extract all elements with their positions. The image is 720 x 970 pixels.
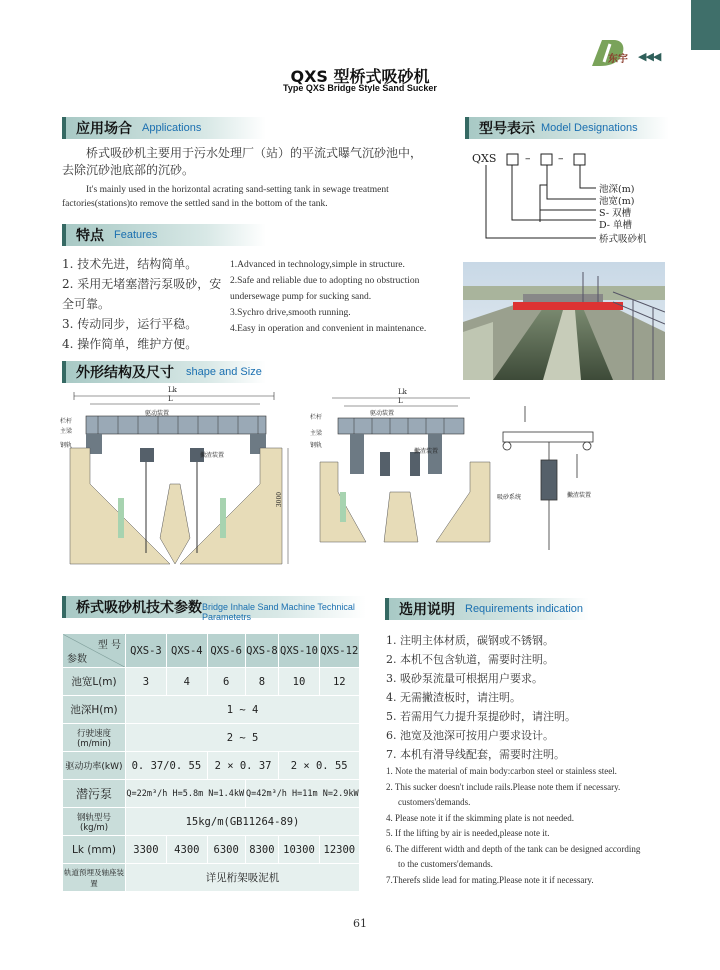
corner-tab [691,0,720,50]
requirement-item-cn: 7. 本机有滑导线配套，需要时注明。 [386,748,565,761]
spec-cell: Q=22m³/h H=5.8m N=1.4kW [126,780,246,808]
model-label-double: S- 双槽 [599,208,632,219]
spec-cell: 详见桁架吸泥机 [126,864,360,892]
product-photo [463,262,665,380]
spec-row-label: 池深H(m) [63,696,126,724]
spec-model: QXS-8 [245,634,279,668]
requirement-item-en: 4. Please note it if the skimming plate is not needed. [386,812,574,823]
features-header [62,224,266,246]
feature-item-cn: 4. 操作简单，维护方便。 [62,337,198,351]
requirement-item-cn: 5. 若需用气力提升泵提砂时，请注明。 [386,710,576,723]
label-rail-2: 钢轨 [310,442,323,449]
model-label-width: 池宽(m) [599,196,635,207]
requirement-item-cn: 1. 注明主体材质，碳钢或不锈钢。 [386,634,554,647]
spec-title-cn: 桥式吸砂机技术参数 [76,600,202,616]
features-title-cn: 特点 [76,228,104,244]
applications-title-cn: 应用场合 [76,121,132,137]
spec-cell: 2 ~ 5 [126,724,360,752]
spec-row-label: 钢轨型号(kg/m) [63,808,126,836]
features-title-en: Features [114,229,158,241]
feature-item-en: 1.Advanced in technology,simple in structure. [230,260,405,270]
requirements-list-en [386,764,676,888]
page-title: QXS 型桥式吸砂机 [290,67,430,86]
model-box-2 [541,154,552,165]
requirements-header [385,598,589,620]
features-list-en [230,257,430,337]
label-lk-2: Lk [398,388,407,396]
spec-cell: 8 [245,668,279,696]
requirements-list-cn [386,631,676,764]
label-railing: 栏杆 [60,418,73,425]
requirement-item-cn: 2. 本机不包含轨道，需要时注明。 [386,653,554,666]
shape-header [62,361,266,383]
label-railing-2: 栏杆 [310,414,323,421]
model-title-cn: 型号表示 [479,121,535,137]
feature-item-cn: 2. 采用无堵塞潜污泵吸砂，安全可靠。 [62,277,222,311]
spec-model: QXS-3 [126,634,167,668]
spec-cell: 1 ~ 4 [126,696,360,724]
requirement-item-en: to the customers'demands. [398,859,493,869]
page-number: 61 [353,917,367,930]
spec-cell: 0. 37/0. 55 [126,752,208,780]
applications-text-en: It's mainly used in the horizontal acrating sand-setting tank in sewage treatment factories(stations)to remove the settled sand in the bottom of the tank. [62,185,389,209]
spec-cell: 3 [126,668,167,696]
spec-corner-bottom: 参数 [67,654,87,665]
spec-row-label: 行驶速度(m/min) [63,724,126,752]
spec-cell: 4 [166,668,207,696]
requirement-item-cn: 6. 池宽及池深可按用户要求设计。 [386,729,554,742]
feature-item-en: 3.Sychro drive,smooth running. [230,308,351,318]
spec-cell: 3300 [126,836,167,864]
spec-title-en: Bridge Inhale Sand Machine Technical Parametetrs [202,602,355,622]
arrow-icons: ◀◀◀ [638,50,661,63]
feature-item-en: 2.Safe and reliable due to adopting no obstruction undersewage pump for sucking sand. [230,276,420,302]
spec-cell: 10 [279,668,319,696]
spec-model: QXS-6 [207,634,245,668]
spec-table [62,633,360,892]
drawing-double-tank [60,388,300,578]
model-designation-diagram [470,150,690,250]
spec-cell: 6 [207,668,245,696]
label-grit-2: 撇渣装置 [414,448,439,455]
spec-header [62,596,366,622]
applications-title-en: Applications [142,122,202,134]
model-title-en: Model Designations [541,122,638,134]
model-header [465,117,669,139]
spec-cell: 6300 [207,836,245,864]
label-drive-2: 驱动装置 [370,410,395,417]
spec-cell: 12300 [319,836,359,864]
spec-row-label: 轨道预埋及轴座装置 [63,864,126,892]
shape-title-en: shape and Size [186,366,262,378]
applications-header [62,117,266,139]
label-l: L [168,395,173,403]
spec-cell: 8300 [245,836,279,864]
spec-cell: 15kg/m(GB11264-89) [126,808,360,836]
spec-corner [63,634,126,668]
spec-model: QXS-12 [319,634,359,668]
spec-cell: 10300 [279,836,319,864]
feature-item-cn: 3. 传动同步，运行平稳。 [62,317,198,331]
drawing-single-tank [310,388,500,552]
model-dash-2: – [558,152,564,165]
spec-corner-top: 型 号 [97,640,121,651]
page-subtitle: Type QXS Bridge Style Sand Sucker [283,83,437,93]
requirement-item-en: 6. The different width and depth of the tank can be designed according [386,843,641,854]
spec-row-label: 潜污泵 [63,780,126,808]
spec-cell: Q=42m³/h H=11m N=2.9kW [245,780,359,808]
label-lk: Lk [168,386,177,394]
requirement-item-en: 2. This sucker doesn't include rails.Please note them if necessary. [386,781,621,792]
spec-model: QXS-4 [166,634,207,668]
applications-text-cn: 桥式吸砂机主要用于污水处理厂（站）的平流式曝气沉砂池中，去除沉砂池底部的沉砂。 [62,146,423,177]
label-l-2: L [398,397,403,405]
requirements-title-en: Requirements indication [465,603,584,615]
requirement-item-en: 5. If the lifting by air is needed,please note it. [386,828,550,838]
requirements-title-cn: 选用说明 [399,602,455,618]
spec-row-label: 池宽L(m) [63,668,126,696]
feature-item-cn: 1. 技术先进，结构简单。 [62,257,198,271]
feature-item-en: 4.Easy in operation and convenient in maintenance. [230,324,427,334]
model-box-3 [574,154,585,165]
shape-title-cn: 外形结构及尺寸 [76,365,174,381]
spec-row-label: Lk (mm) [63,836,126,864]
spec-cell: 4300 [166,836,207,864]
requirement-item-cn: 4. 无需撇渣板时，请注明。 [386,691,521,704]
requirement-item-en: 1. Note the material of main body:carbon steel or stainless steel. [386,766,617,776]
spec-row-label: 驱动功率(kW) [63,752,126,780]
label-skim: 撇渣装置 [567,492,592,499]
label-drive: 驱动装置 [145,410,170,417]
label-grit: 撇渣装置 [200,452,225,459]
requirement-item-en: customers'demands. [398,797,471,807]
label-height: 3000 [276,491,284,508]
model-label-machine: 桥式吸砂机 [599,234,647,245]
spec-cell: 2 × 0. 37 [207,752,279,780]
label-main-beam-2: 主梁 [310,430,323,437]
requirement-item-cn: 3. 吸砂泵流量可根据用户要求。 [386,672,543,685]
label-suction: 吸砂系统 [497,494,522,501]
spec-cell: 2 × 0. 55 [279,752,360,780]
logo-text: 东宇 [608,54,628,65]
spec-model: QXS-10 [279,634,319,668]
drawing-side-view [497,400,607,560]
model-label-single: D- 单槽 [599,220,633,231]
features-list-cn [62,254,222,354]
spec-cell: 12 [319,668,359,696]
model-dash-1: – [525,152,531,165]
label-main-beam: 主梁 [60,428,73,435]
model-label-depth: 池深(m) [599,184,635,195]
model-prefix: QXS [472,152,497,165]
model-box-1 [507,154,518,165]
requirement-item-en: 7.Therefs slide lead for mating.Please note it if necessary. [386,874,594,885]
label-rail: 钢轨 [60,442,73,449]
